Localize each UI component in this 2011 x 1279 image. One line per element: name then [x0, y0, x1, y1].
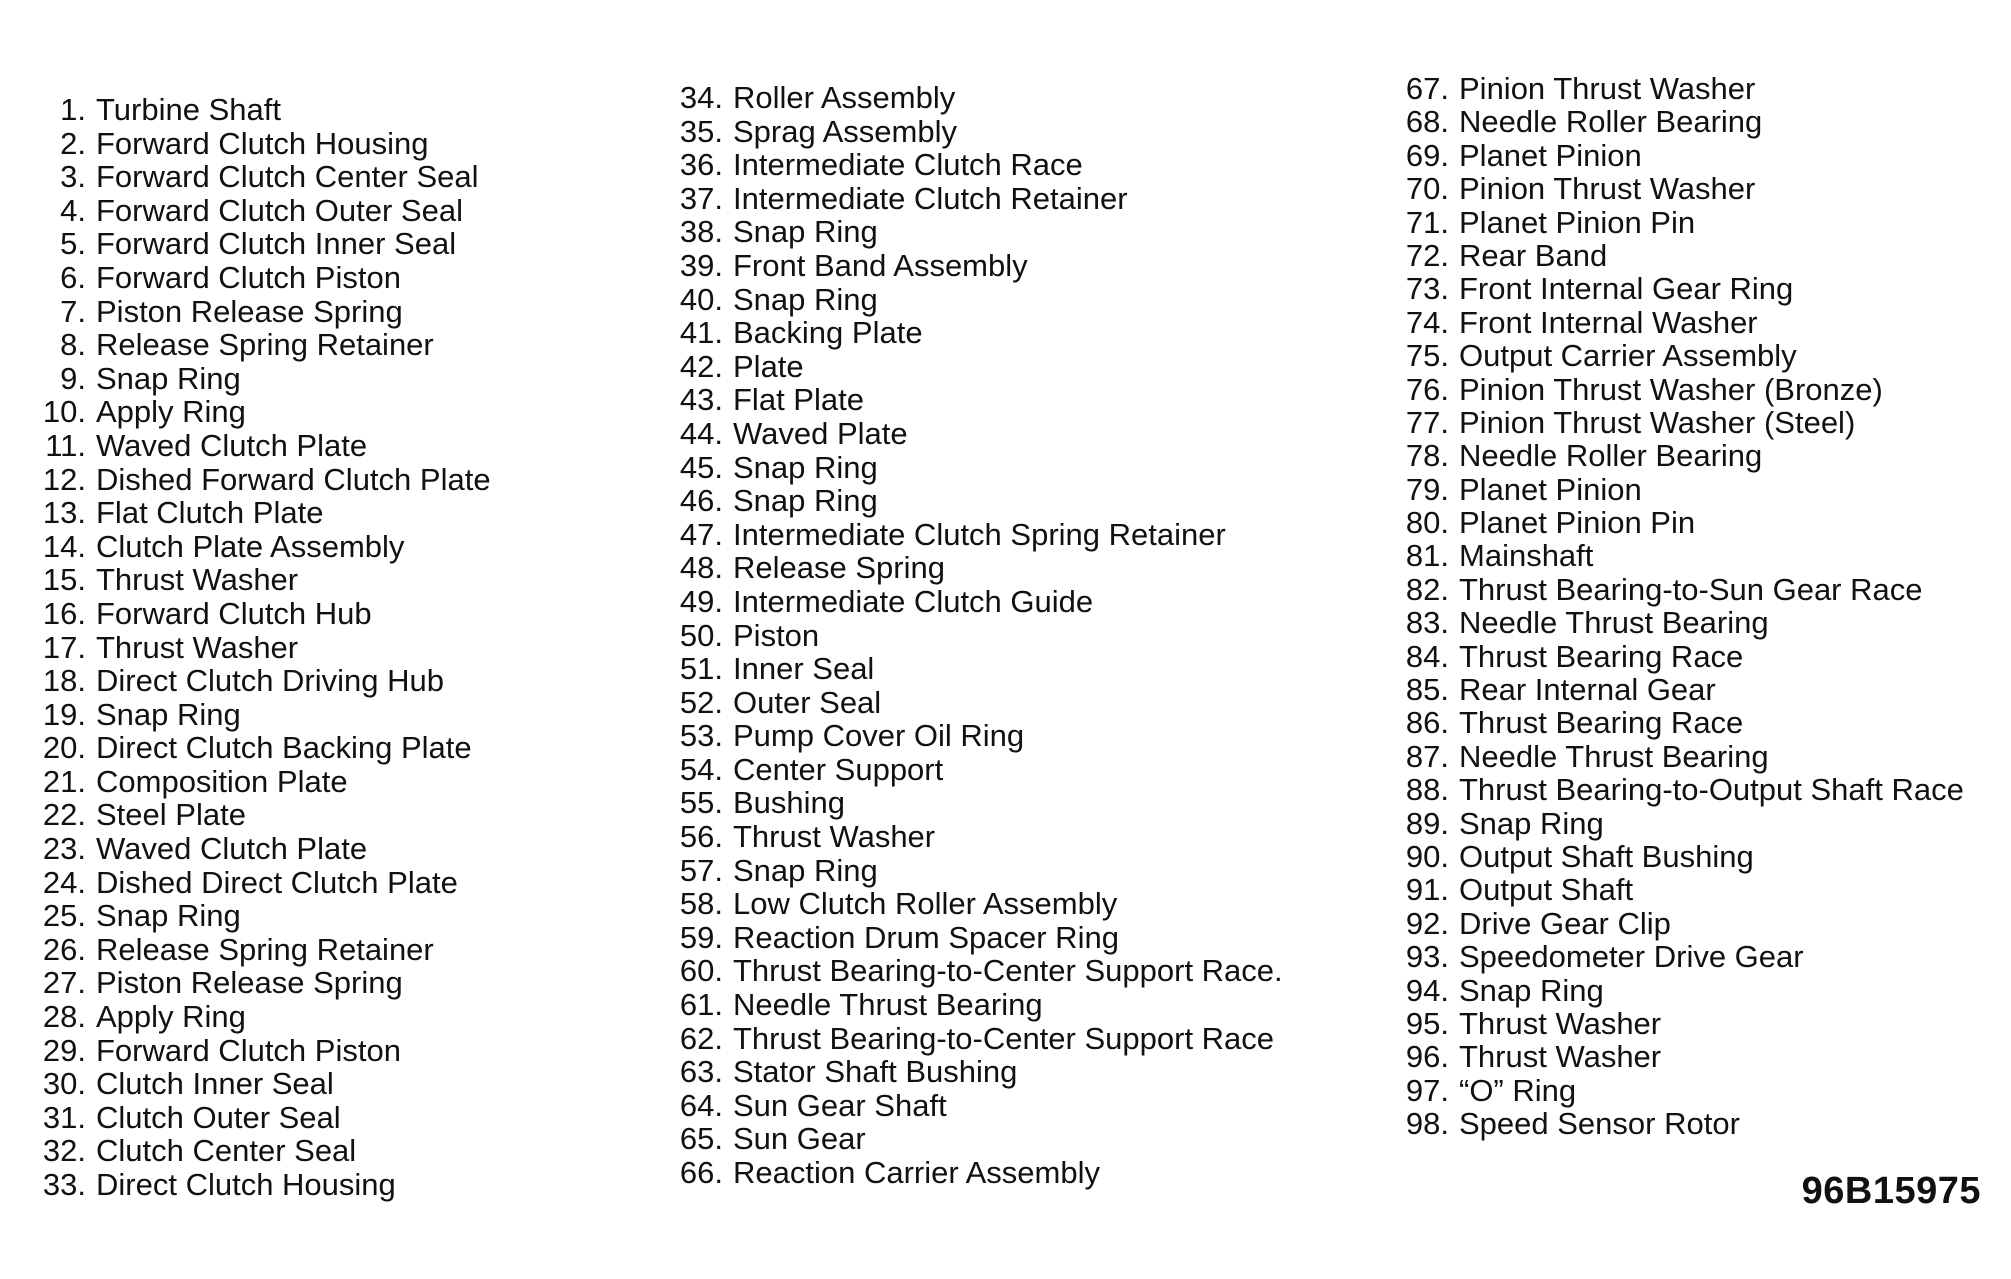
item-number: 93.: [1405, 939, 1449, 975]
list-item: [1395, 239, 1964, 272]
list-item: [34, 194, 491, 228]
item-number: 12.: [42, 461, 86, 497]
item-number: 35.: [679, 113, 723, 149]
item-number: 19.: [42, 696, 86, 732]
list-item: [1395, 907, 1964, 940]
item-number: 59.: [679, 919, 723, 955]
list-item: [669, 81, 1283, 115]
list-item: [1395, 439, 1964, 472]
list-item: [34, 631, 491, 665]
parts-list-column-2: [669, 81, 1283, 1190]
item-name: Dished Direct Clutch Plate: [96, 864, 458, 900]
item-number: 56.: [679, 819, 723, 855]
list-item: [669, 1156, 1283, 1190]
item-name: Clutch Inner Seal: [96, 1066, 334, 1102]
item-name: Apply Ring: [96, 999, 246, 1035]
item-number: 74.: [1405, 304, 1449, 340]
item-name: Pinion Thrust Washer (Steel): [1459, 404, 1856, 440]
item-number: 79.: [1405, 471, 1449, 507]
item-name: Piston Release Spring: [96, 965, 403, 1001]
item-number: 23.: [42, 831, 86, 867]
item-name: Thrust Washer: [1459, 1005, 1662, 1041]
item-number: 69.: [1405, 137, 1449, 173]
list-item: [1395, 406, 1964, 439]
item-name: Dished Forward Clutch Plate: [96, 461, 491, 497]
list-item: [34, 731, 491, 765]
item-name: Thrust Washer: [96, 562, 299, 598]
item-name: Release Spring Retainer: [96, 931, 434, 967]
list-item: [34, 664, 491, 698]
item-number: 46.: [679, 483, 723, 519]
list-item: [1395, 606, 1964, 639]
list-item: [1395, 306, 1964, 339]
list-item: [34, 866, 491, 900]
item-number: 85.: [1405, 672, 1449, 708]
item-name: Direct Clutch Housing: [96, 1167, 396, 1202]
item-name: Backing Plate: [733, 315, 923, 351]
item-number: 4.: [60, 192, 86, 228]
item-number: 98.: [1405, 1106, 1449, 1142]
list-item: [669, 518, 1283, 552]
list-item: [1395, 1040, 1964, 1073]
item-name: Apply Ring: [96, 394, 246, 430]
item-name: Rear Band: [1459, 237, 1608, 273]
list-item: [34, 966, 491, 1000]
list-item: [34, 1134, 491, 1168]
item-number: 8.: [60, 327, 86, 363]
list-item: [34, 1067, 491, 1101]
item-name: Roller Assembly: [733, 80, 956, 115]
item-name: Forward Clutch Piston: [96, 1032, 401, 1068]
item-number: 94.: [1405, 972, 1449, 1008]
list-item: [34, 93, 491, 127]
item-name: Forward Clutch Housing: [96, 125, 429, 161]
list-item: [1395, 873, 1964, 906]
item-name: Direct Clutch Driving Hub: [96, 663, 444, 699]
item-number: 91.: [1405, 872, 1449, 908]
item-name: Needle Roller Bearing: [1459, 104, 1763, 140]
list-item: [669, 417, 1283, 451]
list-item: [34, 127, 491, 161]
list-item: [669, 854, 1283, 888]
item-number: 43.: [679, 382, 723, 418]
item-number: 66.: [679, 1155, 723, 1190]
item-number: 87.: [1405, 738, 1449, 774]
item-name: Center Support: [733, 751, 944, 787]
list-item: [1395, 105, 1964, 138]
item-number: 57.: [679, 852, 723, 888]
item-number: 54.: [679, 751, 723, 787]
item-number: 25.: [42, 898, 86, 934]
item-name: Forward Clutch Outer Seal: [96, 192, 463, 228]
item-number: 28.: [42, 999, 86, 1035]
list-item: [34, 429, 491, 463]
item-number: 70.: [1405, 171, 1449, 207]
item-name: Piston: [733, 617, 820, 653]
item-number: 77.: [1405, 404, 1449, 440]
item-number: 41.: [679, 315, 723, 351]
item-name: Needle Thrust Bearing: [733, 987, 1043, 1023]
list-item: [1395, 706, 1964, 739]
item-name: Output Shaft: [1459, 872, 1634, 908]
list-item: [669, 182, 1283, 216]
item-number: 6.: [60, 259, 86, 295]
list-item: [1395, 506, 1964, 539]
item-name: Snap Ring: [733, 281, 878, 317]
item-number: 90.: [1405, 838, 1449, 874]
item-number: 11.: [45, 427, 86, 463]
item-name: Release Spring: [733, 550, 945, 586]
list-item: [34, 933, 491, 967]
item-name: Inner Seal: [733, 651, 875, 687]
item-name: Reaction Drum Spacer Ring: [733, 919, 1119, 955]
item-name: Intermediate Clutch Race: [733, 147, 1083, 183]
item-number: 24.: [42, 864, 86, 900]
item-number: 72.: [1405, 237, 1449, 273]
item-number: 82.: [1405, 571, 1449, 607]
item-name: Speedometer Drive Gear: [1459, 939, 1804, 975]
item-name: Thrust Bearing Race: [1459, 705, 1744, 741]
list-item: [669, 551, 1283, 585]
item-name: Thrust Washer: [96, 629, 299, 665]
item-number: 18.: [42, 663, 86, 699]
list-item: [669, 921, 1283, 955]
item-number: 17.: [42, 629, 86, 665]
item-name: Thrust Bearing-to-Center Support Race: [733, 1020, 1275, 1056]
item-name: Planet Pinion Pin: [1459, 204, 1696, 240]
item-name: Planet Pinion: [1459, 137, 1642, 173]
item-number: 14.: [42, 528, 86, 564]
item-number: 45.: [679, 449, 723, 485]
list-item: [1395, 473, 1964, 506]
item-number: 37.: [679, 180, 723, 216]
item-number: 81.: [1405, 538, 1449, 574]
item-name: Pinion Thrust Washer: [1459, 71, 1756, 106]
item-name: Forward Clutch Inner Seal: [96, 226, 457, 262]
item-name: Snap Ring: [733, 483, 878, 519]
item-number: 47.: [679, 516, 723, 552]
list-item: [34, 1101, 491, 1135]
item-name: Thrust Bearing-to-Output Shaft Race: [1459, 772, 1964, 808]
list-item: [669, 652, 1283, 686]
item-number: 78.: [1405, 438, 1449, 474]
list-item: [34, 899, 491, 933]
item-name: Plate: [733, 348, 804, 384]
item-number: 58.: [679, 886, 723, 922]
list-item: [1395, 539, 1964, 572]
item-name: Stator Shaft Bushing: [733, 1054, 1018, 1090]
item-number: 40.: [679, 281, 723, 317]
item-number: 64.: [679, 1087, 723, 1123]
list-item: [1395, 373, 1964, 406]
item-number: 80.: [1405, 505, 1449, 541]
parts-list-column-1: [34, 93, 491, 1202]
list-item: [669, 820, 1283, 854]
list-item: [669, 585, 1283, 619]
item-name: Front Band Assembly: [733, 247, 1028, 283]
list-item: [1395, 974, 1964, 1007]
list-item: [34, 295, 491, 329]
item-number: 34.: [679, 80, 723, 115]
list-item: [669, 753, 1283, 787]
item-name: Pump Cover Oil Ring: [733, 718, 1025, 754]
item-number: 32.: [42, 1133, 86, 1169]
item-name: Snap Ring: [733, 852, 878, 888]
item-name: Sun Gear: [733, 1121, 866, 1157]
item-name: Forward Clutch Hub: [96, 595, 372, 631]
list-item: [1395, 1074, 1964, 1107]
item-number: 44.: [679, 415, 723, 451]
item-name: Thrust Bearing-to-Sun Gear Race: [1459, 571, 1923, 607]
list-item: [669, 316, 1283, 350]
item-number: 48.: [679, 550, 723, 586]
item-name: Output Shaft Bushing: [1459, 838, 1754, 874]
item-number: 88.: [1405, 772, 1449, 808]
list-item: [34, 563, 491, 597]
item-number: 95.: [1405, 1005, 1449, 1041]
list-item: [1395, 1007, 1964, 1040]
item-name: Bushing: [733, 785, 846, 821]
item-name: Snap Ring: [733, 449, 878, 485]
item-name: Flat Plate: [733, 382, 864, 418]
list-item: [1395, 940, 1964, 973]
list-item: [669, 115, 1283, 149]
item-name: Turbine Shaft: [96, 92, 281, 127]
item-number: 26.: [42, 931, 86, 967]
item-name: Pinion Thrust Washer: [1459, 171, 1756, 207]
list-item: [1395, 206, 1964, 239]
item-number: 89.: [1405, 805, 1449, 841]
item-name: Planet Pinion: [1459, 471, 1642, 507]
item-name: Output Carrier Assembly: [1459, 338, 1797, 374]
item-name: Low Clutch Roller Assembly: [733, 886, 1118, 922]
list-item: [669, 215, 1283, 249]
item-number: 50.: [679, 617, 723, 653]
item-name: Direct Clutch Backing Plate: [96, 730, 472, 766]
list-item: [34, 798, 491, 832]
list-item: [669, 1022, 1283, 1056]
list-item: [34, 698, 491, 732]
item-number: 9.: [60, 360, 86, 396]
list-item: [1395, 1107, 1964, 1140]
item-number: 65.: [679, 1121, 723, 1157]
item-number: 76.: [1405, 371, 1449, 407]
item-name: Piston Release Spring: [96, 293, 403, 329]
list-item: [34, 530, 491, 564]
list-item: [669, 484, 1283, 518]
list-item: [669, 719, 1283, 753]
item-name: Snap Ring: [96, 696, 241, 732]
item-number: 83.: [1405, 605, 1449, 641]
item-name: Steel Plate: [96, 797, 246, 833]
item-name: Forward Clutch Center Seal: [96, 159, 479, 195]
list-item: [34, 1168, 491, 1202]
list-item: [1395, 673, 1964, 706]
list-item: [34, 261, 491, 295]
item-name: Sun Gear Shaft: [733, 1087, 947, 1123]
list-item: [669, 249, 1283, 283]
item-name: Release Spring Retainer: [96, 327, 434, 363]
item-number: 71.: [1405, 204, 1449, 240]
item-name: “O” Ring: [1459, 1072, 1577, 1108]
parts-list-column-3: [1395, 72, 1964, 1141]
list-item: [669, 988, 1283, 1022]
list-item: [1395, 339, 1964, 372]
item-number: 16.: [42, 595, 86, 631]
item-name: Snap Ring: [96, 898, 241, 934]
item-number: 20.: [42, 730, 86, 766]
item-number: 31.: [42, 1099, 86, 1135]
item-name: Drive Gear Clip: [1459, 905, 1671, 941]
item-name: Outer Seal: [733, 684, 882, 720]
item-name: Snap Ring: [1459, 805, 1604, 841]
item-number: 5.: [60, 226, 86, 262]
list-item: [1395, 573, 1964, 606]
list-item: [34, 328, 491, 362]
item-number: 51.: [679, 651, 723, 687]
list-item: [669, 451, 1283, 485]
list-item: [34, 362, 491, 396]
item-number: 39.: [679, 247, 723, 283]
list-item: [34, 227, 491, 261]
item-number: 13.: [42, 495, 86, 531]
item-name: Mainshaft: [1459, 538, 1594, 574]
list-item: [1395, 139, 1964, 172]
item-name: Waved Plate: [733, 415, 908, 451]
item-number: 3.: [60, 159, 86, 195]
list-item: [669, 619, 1283, 653]
item-number: 30.: [42, 1066, 86, 1102]
list-item: [669, 148, 1283, 182]
item-name: Intermediate Clutch Spring Retainer: [733, 516, 1226, 552]
list-item: [669, 1089, 1283, 1123]
list-item: [1395, 807, 1964, 840]
item-number: 49.: [679, 583, 723, 619]
item-name: Snap Ring: [1459, 972, 1604, 1008]
list-item: [669, 954, 1283, 988]
item-number: 2.: [60, 125, 86, 161]
list-item: [1395, 172, 1964, 205]
item-number: 33.: [42, 1167, 86, 1202]
item-number: 52.: [679, 684, 723, 720]
item-number: 75.: [1405, 338, 1449, 374]
item-name: Speed Sensor Rotor: [1459, 1106, 1740, 1142]
list-item: [1395, 840, 1964, 873]
item-name: Pinion Thrust Washer (Bronze): [1459, 371, 1883, 407]
item-name: Needle Roller Bearing: [1459, 438, 1763, 474]
item-number: 68.: [1405, 104, 1449, 140]
item-name: Thrust Bearing Race: [1459, 638, 1744, 674]
list-item: [669, 887, 1283, 921]
list-item: [34, 1000, 491, 1034]
item-name: Needle Thrust Bearing: [1459, 738, 1769, 774]
list-item: [669, 350, 1283, 384]
figure-id: 96B15975: [1801, 1170, 1981, 1212]
item-name: Thrust Bearing-to-Center Support Race.: [733, 953, 1283, 989]
item-number: 22.: [42, 797, 86, 833]
item-name: Forward Clutch Piston: [96, 259, 401, 295]
item-number: 61.: [679, 987, 723, 1023]
item-number: 63.: [679, 1054, 723, 1090]
item-number: 96.: [1405, 1039, 1449, 1075]
item-name: Clutch Outer Seal: [96, 1099, 341, 1135]
list-item: [669, 383, 1283, 417]
list-item: [34, 765, 491, 799]
list-item: [1395, 640, 1964, 673]
list-item: [34, 597, 491, 631]
item-name: Reaction Carrier Assembly: [733, 1155, 1100, 1190]
item-number: 84.: [1405, 638, 1449, 674]
item-number: 92.: [1405, 905, 1449, 941]
item-name: Clutch Center Seal: [96, 1133, 357, 1169]
item-name: Sprag Assembly: [733, 113, 957, 149]
item-number: 67.: [1405, 71, 1449, 106]
list-item: [34, 1034, 491, 1068]
item-name: Clutch Plate Assembly: [96, 528, 405, 564]
list-item: [1395, 773, 1964, 806]
item-number: 38.: [679, 214, 723, 250]
list-item: [34, 395, 491, 429]
item-name: Intermediate Clutch Guide: [733, 583, 1094, 619]
list-item: [34, 832, 491, 866]
item-number: 62.: [679, 1020, 723, 1056]
list-item: [669, 1122, 1283, 1156]
item-name: Needle Thrust Bearing: [1459, 605, 1769, 641]
item-number: 7.: [60, 293, 86, 329]
list-item: [34, 160, 491, 194]
item-number: 86.: [1405, 705, 1449, 741]
item-name: Planet Pinion Pin: [1459, 505, 1696, 541]
item-name: Rear Internal Gear: [1459, 672, 1716, 708]
list-item: [1395, 72, 1964, 105]
item-number: 15.: [42, 562, 86, 598]
item-name: Snap Ring: [96, 360, 241, 396]
list-item: [34, 496, 491, 530]
list-item: [669, 686, 1283, 720]
list-item: [669, 786, 1283, 820]
item-name: Waved Clutch Plate: [96, 831, 368, 867]
item-number: 29.: [42, 1032, 86, 1068]
item-number: 53.: [679, 718, 723, 754]
item-number: 10.: [42, 394, 86, 430]
item-name: Waved Clutch Plate: [96, 427, 368, 463]
list-item: [669, 1055, 1283, 1089]
item-number: 1.: [60, 92, 86, 127]
item-number: 73.: [1405, 271, 1449, 307]
item-number: 60.: [679, 953, 723, 989]
item-name: Flat Clutch Plate: [96, 495, 324, 531]
item-number: 21.: [42, 763, 86, 799]
item-name: Composition Plate: [96, 763, 348, 799]
item-number: 97.: [1405, 1072, 1449, 1108]
item-name: Front Internal Gear Ring: [1459, 271, 1794, 307]
item-name: Thrust Washer: [1459, 1039, 1662, 1075]
item-number: 55.: [679, 785, 723, 821]
list-item: [1395, 272, 1964, 305]
item-name: Intermediate Clutch Retainer: [733, 180, 1128, 216]
item-name: Snap Ring: [733, 214, 878, 250]
list-item: [669, 283, 1283, 317]
item-number: 36.: [679, 147, 723, 183]
list-item: [34, 463, 491, 497]
list-item: [1395, 740, 1964, 773]
item-name: Front Internal Washer: [1459, 304, 1758, 340]
item-number: 27.: [42, 965, 86, 1001]
item-name: Thrust Washer: [733, 819, 936, 855]
item-number: 42.: [679, 348, 723, 384]
